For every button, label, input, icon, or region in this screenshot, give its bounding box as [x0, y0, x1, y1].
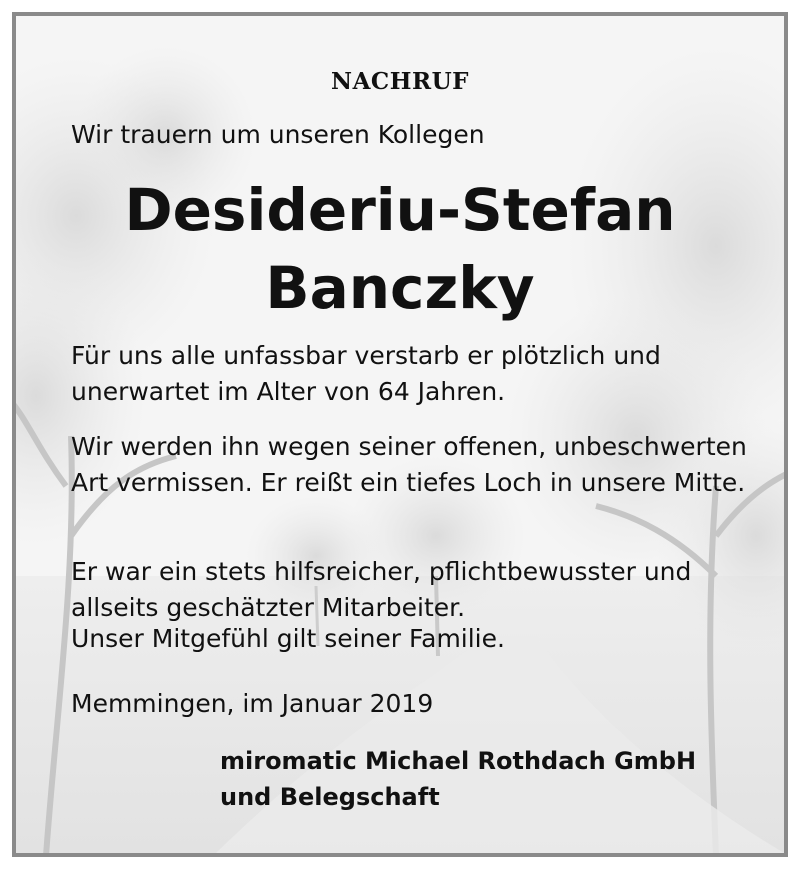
notice-heading: NACHRUF	[331, 68, 469, 95]
signer-block	[220, 743, 696, 815]
signer-staff: und Belegschaft	[220, 783, 440, 811]
deceased-last-name: Banczky	[265, 254, 535, 322]
paragraph-death: Für uns alle unfassbar verstarb er plötzlich und unerwartet im Alter von 64 Jahren.	[71, 341, 661, 406]
paragraph-remembrance: Wir werden ihn wegen seiner offenen, unbeschwerten Art vermissen. Er reißt ein tiefes Loch in unsere Mitte.	[71, 432, 747, 497]
obituary-content	[16, 16, 784, 853]
paragraph-character: Er war ein stets hilfsreicher, pflichtbewusster und allseits geschätzter Mitarbeiter.	[71, 557, 692, 622]
deceased-first-name: Desideriu-Stefan	[124, 176, 676, 244]
intro-text: Wir trauern um unseren Kollegen	[71, 120, 485, 149]
obituary-frame	[12, 12, 788, 857]
signer-company: miromatic Michael Rothdach GmbH	[220, 747, 697, 775]
place-and-date: Memmingen, im Januar 2019	[71, 689, 434, 718]
paragraph-condolence: Unser Mitgefühl gilt seiner Familie.	[71, 624, 505, 653]
